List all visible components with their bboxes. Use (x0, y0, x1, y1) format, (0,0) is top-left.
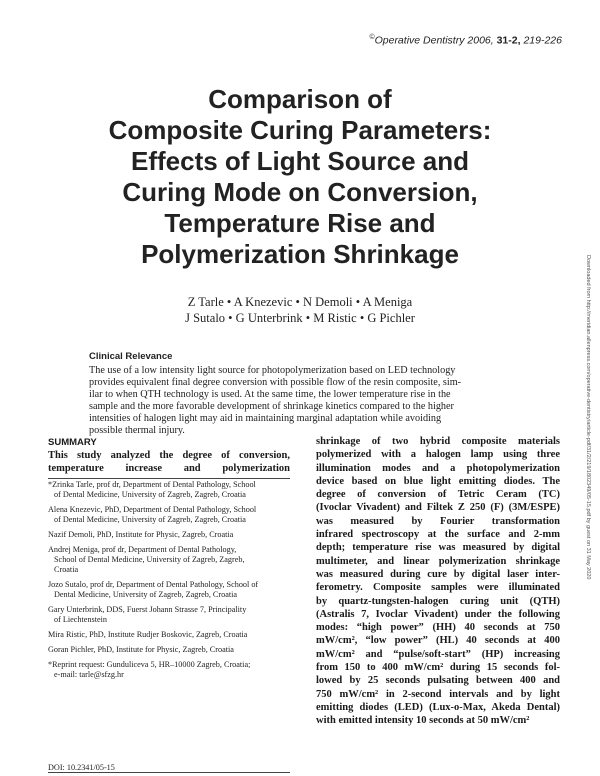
text-line: emitting diodes (LED) (Lux-o-Max, Akeda Dental) (316, 701, 560, 713)
affiliation-line: Alena Knezevic, PhD, Department of Dental Pathology, School (48, 505, 257, 514)
text-line: shrinkage of two hybrid composite materials (316, 436, 560, 447)
footnote-divider (48, 478, 290, 479)
title-line: Curing Mode on Conversion, (122, 177, 478, 207)
text-line: degree of conversion of Tetric Ceram (TC) (316, 489, 560, 501)
clinical-relevance-heading: Clinical Relevance (89, 351, 173, 362)
text-line: (Astralis 7, Ivoclar Vivadent) under the following (316, 608, 560, 620)
affiliation (48, 630, 293, 640)
text-line: intensities of halogen light may aid in maintaining marginal adaptation while avoiding (89, 413, 442, 424)
text-line: possible thermal injury. (89, 425, 185, 436)
affiliation (48, 605, 293, 625)
text-line: modes: “high power” (HH) 40 seconds at 750 (316, 622, 560, 634)
journal-citation (369, 34, 562, 47)
text-line: temperature increase and polymerization (48, 462, 290, 474)
doi: DOI: 10.2341/05-15 (48, 763, 115, 772)
affiliation (48, 645, 293, 655)
text-line: infrared spectroscopy at the surface and 2-mm (316, 529, 560, 541)
text-line: illumination modes and a photopolymerization (316, 462, 560, 474)
affiliation (48, 580, 293, 600)
article-title (20, 84, 580, 270)
copyright-mark: © (369, 34, 375, 41)
text-line: lowed by 25 seconds pulsating between 400 and (316, 675, 560, 687)
affiliation-line: *Reprint request: Gunduliceva 5, HR–10000 Zagreb, Croatia; (48, 660, 251, 669)
affiliation (48, 480, 293, 500)
text-line: multimeter, and linear polymerization shrinkage (316, 555, 560, 567)
text-line: depth; temperature rise was measured by digital (316, 542, 560, 554)
journal-year: 2006, (467, 34, 494, 47)
affiliation-line: of Dental Medicine, University of Zagreb, Zagreb, Croatia (54, 515, 246, 524)
text-line: was measured during cure by digital laser inter- (316, 568, 560, 580)
summary-heading: SUMMARY (48, 437, 97, 448)
affiliation-line: Croatia (54, 565, 79, 574)
text-line: sample and the more favorable development of shrinkage kinetics compared to the higher (89, 401, 454, 412)
title-line: Comparison of (208, 84, 392, 114)
affiliation-line: Dental Medicine, University of Zagreb, Zagreb, Croatia (54, 590, 238, 599)
affiliation-line: Goran Pichler, PhD, Institute for Physic, Zagreb, Croatia (48, 645, 234, 654)
title-line: Polymerization Shrinkage (141, 239, 459, 269)
affiliation-line: Gary Unterbrink, DDS, Fuerst Johann Strasse 7, Principality (48, 605, 247, 614)
title-line: Temperature Rise and (164, 208, 436, 238)
download-notice-text: Downloaded from http://meridian.allenpress.com/operative-dentistry/article-pdf/31/2/219/1802349/05-15.pdf by guest on 31 May 2020 (585, 255, 591, 580)
text-line: by quartz-tungsten-halogen curing unit (QTH) (316, 595, 560, 607)
clinical-relevance-text (89, 365, 519, 437)
text-line: provides equivalent final degree conversion with possible flow of the resin composite, sim- (89, 377, 462, 388)
affiliation (48, 505, 293, 525)
text-line: from 150 to 400 mW/cm² during 15 seconds fol- (316, 662, 560, 674)
affiliation-line: of Liechtenstein (54, 615, 107, 624)
affiliation (48, 530, 293, 540)
affiliation (48, 660, 293, 680)
affiliation-line: Mira Ristic, PhD, Institute Rudjer Boskovic, Zagreb, Croatia (48, 630, 248, 639)
text-line: polymerized with a halogen lamp using three (316, 449, 560, 461)
journal-pages: 219-226 (523, 34, 562, 47)
download-notice (582, 255, 596, 615)
affiliation-line: Jozo Sutalo, prof dr, Department of Dental Pathology, School of (48, 580, 259, 589)
text-line: The use of a low intensity light source for photopolymerization based on LED technology (89, 365, 456, 376)
affiliation (48, 545, 293, 575)
affiliation-line: School of Dental Medicine, University of Zagreb, Zagreb, (54, 555, 245, 564)
affiliation-line: of Dental Medicine, University of Zagreb, Zagreb, Croatia (54, 490, 246, 499)
text-line: ilar to when QTH technology is used. At the same time, the lower temperature rise in the (89, 389, 451, 400)
text-line: mW/cm², “low power” (HL) 40 seconds at 400 (316, 635, 560, 647)
title-line: Effects of Light Source and (130, 146, 470, 176)
text-line: with emitted intensity 10 seconds at 50 mW/cm² (316, 715, 530, 727)
text-line: was measured by Fourier transformation (316, 515, 560, 527)
title-line: Composite Curing Parameters: (108, 115, 492, 145)
doi-divider (48, 772, 290, 773)
author-list (20, 294, 580, 326)
affiliation-line: Andrej Meniga, prof dr, Department of Dental Pathology, (48, 545, 237, 554)
text-line: device based on blue light emitting diodes. The (316, 475, 560, 487)
text-line: ferometry. Composite samples were illuminated (316, 582, 560, 594)
affiliation-line: e-mail: tarle@sfzg.hr (54, 670, 124, 679)
summary-text (48, 450, 290, 475)
affiliation-line: Nazif Demoli, PhD, Institute for Physic, Zagreb, Croatia (48, 530, 234, 539)
text-line: mW/cm² and “pulse/soft-start” (HP) increasing (316, 648, 560, 660)
journal-name: Operative Dentistry (374, 34, 465, 47)
summary-continued (316, 435, 560, 728)
text-line: (Ivoclar Vivadent) and Filtek Z 250 (F) (3M/ESPE) (316, 502, 560, 514)
author-line: J Sutalo • G Unterbrink • M Ristic • G Pichler (185, 311, 415, 325)
text-line: 750 mW/cm² in 2-second intervals and by light (316, 688, 560, 700)
affiliation-line: *Zrinka Tarle, prof dr, Department of Dental Pathology, School (48, 480, 256, 489)
text-line: This study analyzed the degree of conversion, (48, 450, 290, 461)
affiliations (48, 480, 293, 685)
journal-volume: 31-2, (496, 34, 521, 47)
author-line: Z Tarle • A Knezevic • N Demoli • A Meniga (187, 295, 413, 309)
